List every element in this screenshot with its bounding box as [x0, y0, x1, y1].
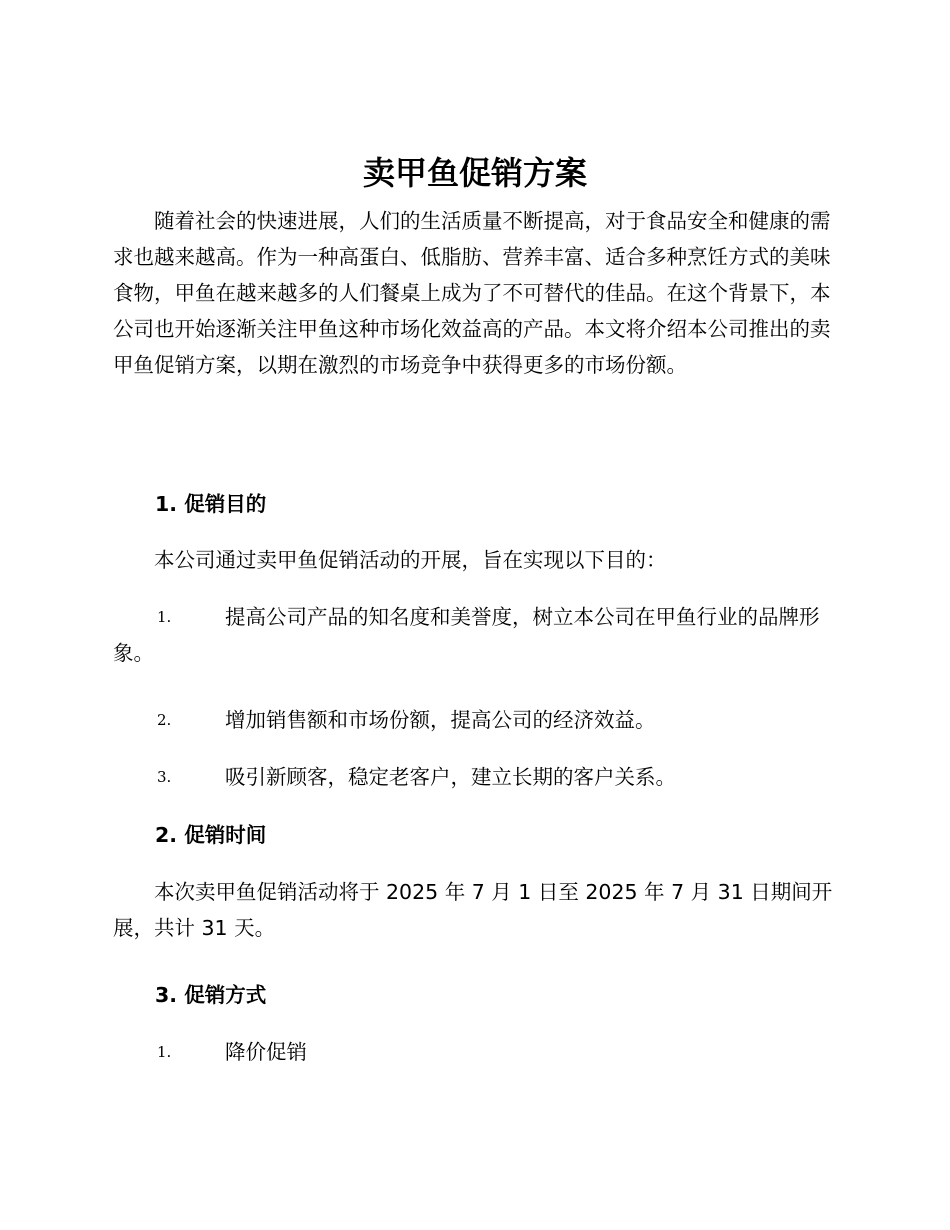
list-number: 3. — [157, 768, 172, 786]
document-title: 卖甲鱼促销方案 — [362, 154, 587, 192]
list-item — [113, 599, 833, 671]
list-number: 2. — [157, 711, 172, 729]
list-item — [113, 702, 833, 738]
list-item — [113, 759, 833, 795]
list-text: 降价促销 — [225, 1040, 307, 1064]
section-body-time: 本次卖甲鱼促销活动将于 2025 年 7 月 1 日至 2025 年 7 月 31 日期间开展，共计 31 天。 — [113, 880, 833, 940]
list-number: 1. — [157, 608, 172, 626]
section-heading-purpose: 1. 促销目的 — [155, 492, 267, 516]
list-text: 吸引新顾客，稳定老客户，建立长期的客户关系。 — [225, 765, 676, 789]
list-item — [113, 1034, 833, 1070]
intro-paragraph: 随着社会的快速进展，人们的生活质量不断提高，对于食品安全和健康的需求也越来越高。作为一种高蛋白、低脂肪、营养丰富、适合多种烹饪方式的美味食物，甲鱼在越来越多的人们餐桌上成为了不可替代的佳品。在这个背景下，本公司也开始逐渐关注甲鱼这种市场化效益高的产品。本文将介绍本公司推出的卖甲鱼促销方案，以期在激烈的市场竞争中获得更多的市场份额。 — [113, 209, 831, 377]
section-heading-method: 3. 促销方式 — [155, 983, 267, 1007]
list-text: 提高公司产品的知名度和美誉度，树立本公司在甲鱼行业的品牌形象。 — [113, 605, 820, 665]
list-text: 增加销售额和市场份额，提高公司的经济效益。 — [225, 708, 656, 732]
section-body-purpose: 本公司通过卖甲鱼促销活动的开展，旨在实现以下目的： — [154, 548, 667, 572]
section-heading-time: 2. 促销时间 — [155, 823, 267, 847]
list-number: 1. — [157, 1043, 172, 1061]
